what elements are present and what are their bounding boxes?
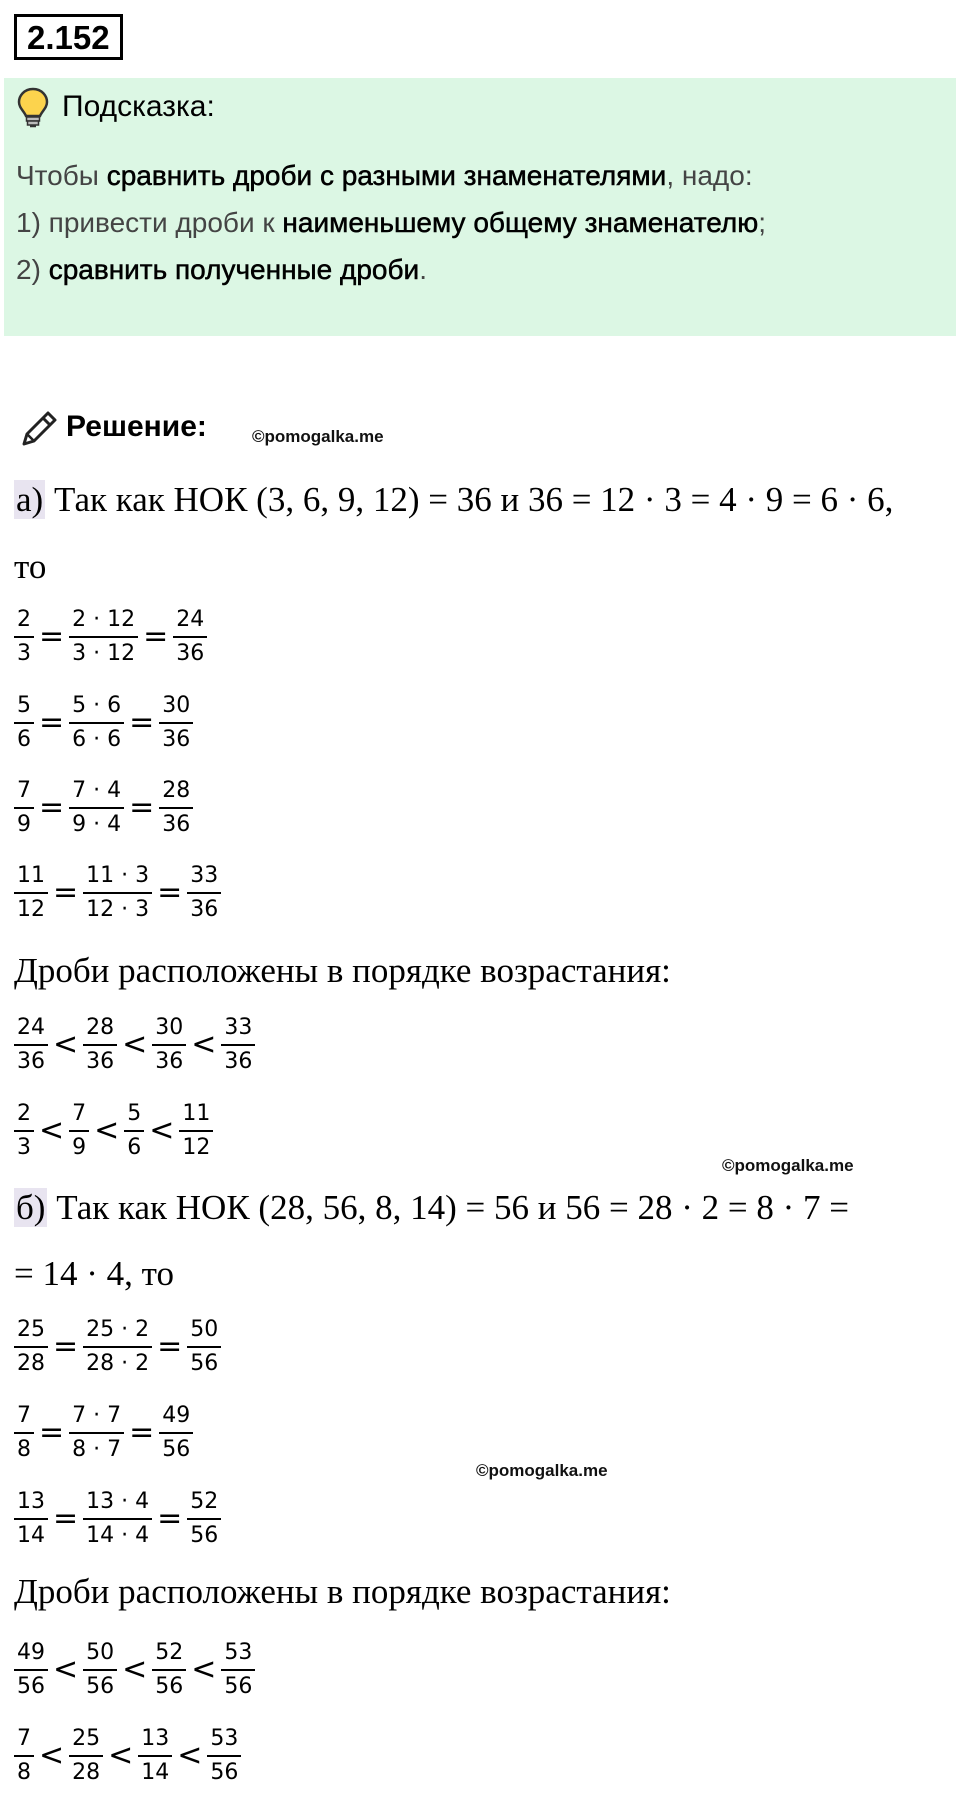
part-b-order-text: Дроби расположены в порядке возрастания: — [14, 1572, 671, 1611]
equals-sign: = — [157, 1329, 183, 1364]
fraction — [152, 1014, 186, 1076]
fraction — [83, 862, 152, 924]
equation-row — [14, 606, 207, 668]
part-b-intro-2: = 14 · 4, то — [14, 1254, 174, 1293]
numerator: 13 · 4 — [83, 1488, 152, 1520]
denominator: 56 — [155, 1674, 184, 1699]
denominator: 28 — [17, 1351, 45, 1376]
numerator: 52 — [187, 1488, 221, 1520]
order-row — [14, 1100, 213, 1162]
denominator: 12 · 3 — [86, 897, 150, 922]
numerator: 7 — [69, 1100, 89, 1132]
numerator: 2 · 12 — [69, 606, 138, 638]
part-a-order-text: Дроби расположены в порядке возрастания: — [14, 951, 671, 990]
equals-sign: = — [157, 875, 183, 910]
equals-sign: = — [157, 1501, 183, 1536]
fraction — [207, 1725, 241, 1787]
fraction — [83, 1014, 117, 1076]
equation-row — [14, 1402, 193, 1464]
denominator: 28 · 2 — [86, 1351, 150, 1376]
fraction — [159, 777, 193, 839]
fraction — [159, 1402, 193, 1464]
equals-sign: = — [39, 705, 65, 740]
equals-sign: = — [39, 1415, 65, 1450]
equals-sign: = — [53, 1501, 79, 1536]
less-than-sign: < — [108, 1738, 134, 1773]
numerator: 28 — [83, 1014, 117, 1046]
denominator: 9 · 4 — [72, 812, 122, 837]
fraction — [69, 692, 124, 754]
numerator: 53 — [221, 1639, 255, 1671]
watermark: ©pomogalka.me — [476, 1461, 608, 1480]
numerator: 11 — [14, 862, 48, 894]
numerator: 5 — [124, 1100, 144, 1132]
equation-row — [14, 1316, 221, 1378]
denominator: 6 · 6 — [72, 727, 122, 752]
denominator: 56 — [210, 1760, 239, 1785]
numerator: 7 · 7 — [69, 1402, 124, 1434]
fraction — [159, 692, 193, 754]
less-than-sign: < — [191, 1652, 217, 1687]
numerator: 7 — [14, 777, 34, 809]
equation-row — [14, 1488, 221, 1550]
fraction — [14, 692, 34, 754]
hint-text: 1) привести дроби к — [16, 207, 283, 238]
denominator: 8 — [17, 1437, 31, 1462]
numerator: 11 — [179, 1100, 213, 1132]
denominator: 56 — [190, 1523, 219, 1548]
numerator: 30 — [152, 1014, 186, 1046]
part-a-intro-text: Так как НОК (3, 6, 9, 12) = 36 и 36 = 12 · 3 = 4 · 9 = 6 · 6, — [45, 480, 894, 519]
watermark: ©pomogalka.me — [722, 1156, 854, 1175]
denominator: 36 — [176, 641, 205, 666]
fraction — [14, 1725, 34, 1787]
fraction — [69, 606, 138, 668]
denominator: 3 — [17, 641, 31, 666]
fraction — [138, 1725, 172, 1787]
numerator: 7 — [14, 1402, 34, 1434]
denominator: 56 — [224, 1674, 253, 1699]
numerator: 50 — [83, 1639, 117, 1671]
hint-line-2 — [16, 207, 766, 239]
numerator: 25 — [14, 1316, 48, 1348]
order-row — [14, 1725, 241, 1787]
numerator: 30 — [159, 692, 193, 724]
denominator: 36 — [162, 812, 191, 837]
denominator: 56 — [17, 1674, 45, 1699]
fraction — [173, 606, 207, 668]
equals-sign: = — [129, 1415, 155, 1450]
numerator: 25 · 2 — [83, 1316, 152, 1348]
numerator: 2 — [14, 1100, 34, 1132]
numerator: 5 · 6 — [69, 692, 124, 724]
part-a-letter: а) — [16, 480, 44, 519]
hint-text: , надо: — [666, 160, 753, 191]
denominator: 36 — [86, 1049, 115, 1074]
numerator: 24 — [173, 606, 207, 638]
less-than-sign: < — [122, 1652, 148, 1687]
part-a-intro-2: то — [14, 547, 47, 586]
fraction — [14, 1639, 48, 1701]
equation-row — [14, 692, 193, 754]
numerator: 50 — [187, 1316, 221, 1348]
fraction — [83, 1639, 117, 1701]
denominator: 36 — [190, 897, 219, 922]
equals-sign: = — [39, 619, 65, 654]
fraction — [187, 862, 221, 924]
denominator: 6 — [17, 727, 31, 752]
less-than-sign: < — [53, 1027, 79, 1062]
numerator: 28 — [159, 777, 193, 809]
numerator: 53 — [207, 1725, 241, 1757]
fraction — [152, 1639, 186, 1701]
denominator: 14 — [17, 1523, 45, 1548]
numerator: 7 — [14, 1725, 34, 1757]
denominator: 56 — [86, 1674, 115, 1699]
hint-bold-text: наименьшему общему знаменателю — [282, 207, 759, 238]
order-row — [14, 1014, 255, 1076]
denominator: 36 — [155, 1049, 184, 1074]
fraction — [14, 1100, 34, 1162]
numerator: 5 — [14, 692, 34, 724]
numerator: 52 — [152, 1639, 186, 1671]
lightbulb-icon — [16, 86, 50, 130]
hint-bold-text: сравнить дроби с разными знаменателями — [106, 160, 667, 191]
fraction — [14, 777, 34, 839]
denominator: 14 — [141, 1760, 170, 1785]
denominator: 14 · 4 — [86, 1523, 150, 1548]
numerator: 11 · 3 — [83, 862, 152, 894]
fraction — [14, 606, 34, 668]
less-than-sign: < — [191, 1027, 217, 1062]
hint-text: . — [419, 254, 427, 285]
order-row — [14, 1639, 255, 1701]
numerator: 33 — [221, 1014, 255, 1046]
fraction — [187, 1316, 221, 1378]
solution-title: Решение: — [66, 410, 207, 443]
fraction — [69, 1402, 124, 1464]
fraction — [124, 1100, 144, 1162]
watermark: ©pomogalka.me — [252, 427, 384, 446]
denominator: 28 — [72, 1760, 101, 1785]
fraction — [14, 862, 48, 924]
hint-title: Подсказка: — [62, 90, 215, 123]
denominator: 9 — [72, 1135, 87, 1160]
equation-row — [14, 862, 221, 924]
pencil-icon — [18, 408, 60, 450]
fraction — [69, 1100, 89, 1162]
task-number: 2.152 — [14, 14, 123, 60]
numerator: 49 — [14, 1639, 48, 1671]
denominator: 8 — [17, 1760, 31, 1785]
less-than-sign: < — [53, 1652, 79, 1687]
less-than-sign: < — [149, 1113, 175, 1148]
hint-line-1 — [16, 160, 753, 192]
denominator: 56 — [190, 1351, 219, 1376]
denominator: 9 — [17, 812, 31, 837]
hint-text: 2) — [16, 254, 49, 285]
fraction — [187, 1488, 221, 1550]
less-than-sign: < — [39, 1738, 65, 1773]
denominator: 36 — [17, 1049, 45, 1074]
denominator: 8 · 7 — [72, 1437, 122, 1462]
less-than-sign: < — [177, 1738, 203, 1773]
equals-sign: = — [129, 705, 155, 740]
denominator: 3 — [17, 1135, 31, 1160]
numerator: 49 — [159, 1402, 193, 1434]
numerator: 33 — [187, 862, 221, 894]
equals-sign: = — [39, 790, 65, 825]
less-than-sign: < — [122, 1027, 148, 1062]
numerator: 24 — [14, 1014, 48, 1046]
less-than-sign: < — [39, 1113, 65, 1148]
hint-line-3 — [16, 254, 427, 286]
denominator: 36 — [224, 1049, 253, 1074]
equals-sign: = — [129, 790, 155, 825]
numerator: 13 — [14, 1488, 48, 1520]
fraction — [221, 1639, 255, 1701]
fraction — [69, 777, 124, 839]
fraction — [14, 1402, 34, 1464]
fraction — [83, 1488, 152, 1550]
denominator: 12 — [17, 897, 45, 922]
equation-row — [14, 777, 193, 839]
numerator: 13 — [138, 1725, 172, 1757]
fraction — [179, 1100, 213, 1162]
denominator: 36 — [162, 727, 191, 752]
fraction — [14, 1488, 48, 1550]
denominator: 56 — [162, 1437, 191, 1462]
equals-sign: = — [143, 619, 169, 654]
denominator: 3 · 12 — [72, 641, 136, 666]
denominator: 6 — [127, 1135, 142, 1160]
fraction — [14, 1014, 48, 1076]
equals-sign: = — [53, 1329, 79, 1364]
fraction — [14, 1316, 48, 1378]
denominator: 12 — [182, 1135, 211, 1160]
part-b-intro — [14, 1188, 849, 1228]
part-b-intro-text: Так как НОК (28, 56, 8, 14) = 56 и 56 = 28 · 2 = 8 · 7 = — [47, 1188, 849, 1227]
hint-text: Чтобы — [16, 160, 107, 191]
fraction — [221, 1014, 255, 1076]
numerator: 7 · 4 — [69, 777, 124, 809]
less-than-sign: < — [94, 1113, 120, 1148]
hint-text: ; — [758, 207, 766, 238]
numerator: 25 — [69, 1725, 103, 1757]
equals-sign: = — [53, 875, 79, 910]
part-a-intro — [14, 480, 893, 520]
fraction — [69, 1725, 103, 1787]
fraction — [83, 1316, 152, 1378]
numerator: 2 — [14, 606, 34, 638]
hint-bold-text: сравнить полученные дроби — [48, 254, 420, 285]
part-b-letter: б) — [16, 1188, 46, 1227]
